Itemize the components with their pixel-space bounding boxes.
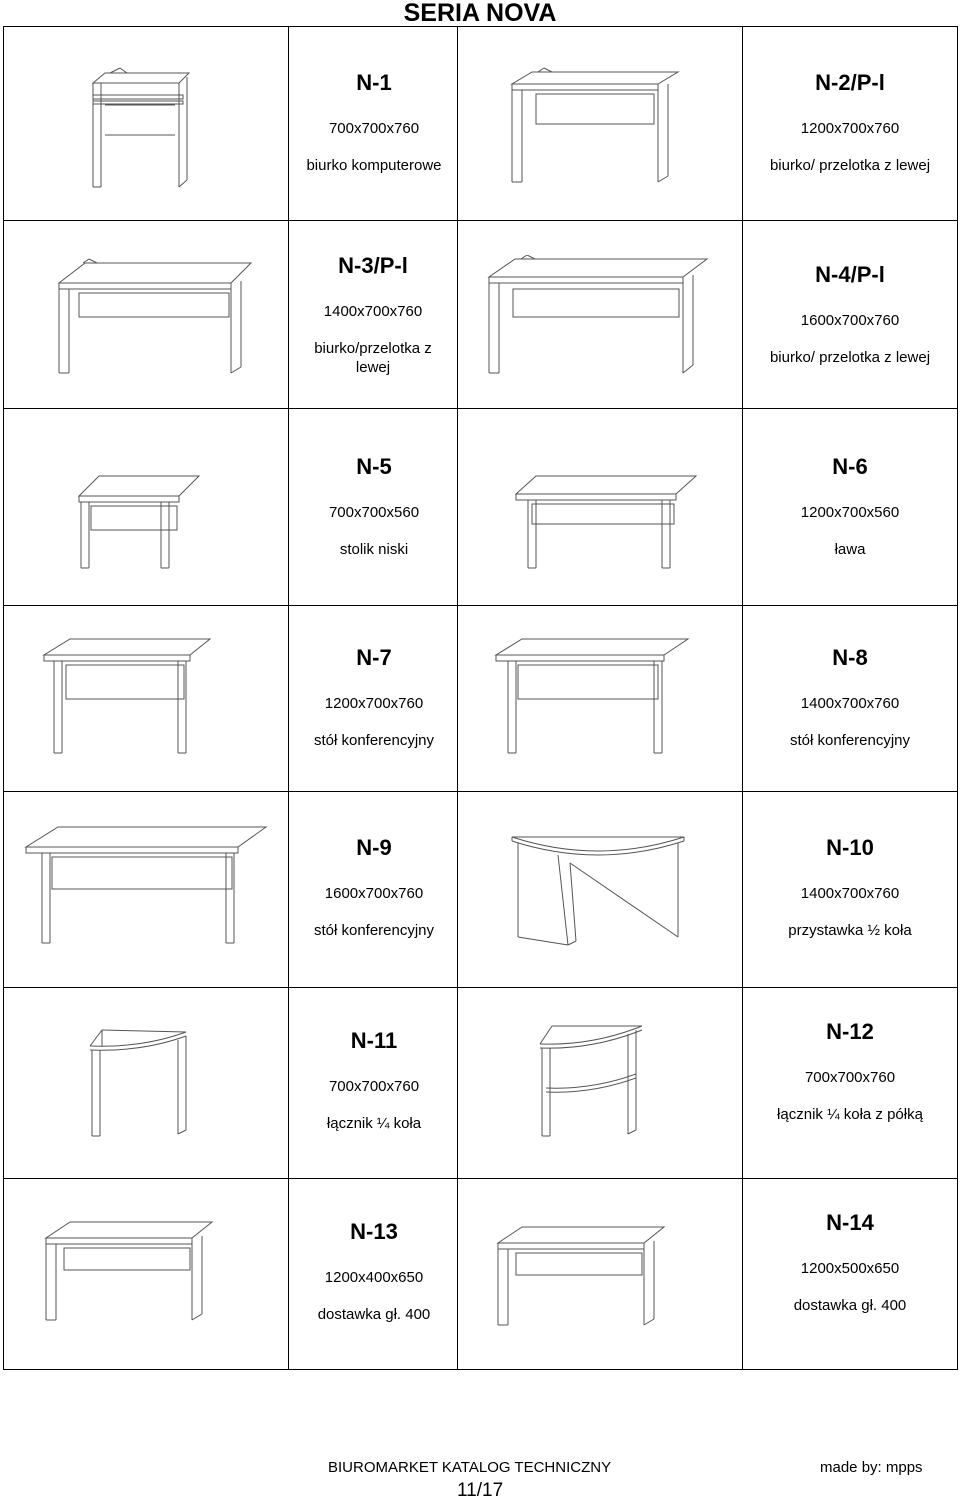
product-code: N-3/P-l <box>338 253 408 278</box>
product-code: N-9 <box>356 835 392 860</box>
product-dimensions: 1200x400x650 <box>324 1269 424 1286</box>
product-dimensions: 700x700x760 <box>328 120 420 137</box>
product-n10 <box>742 835 958 940</box>
page-number: 11/17 <box>457 1480 504 1501</box>
product-description: biurko/przelotka z lewej <box>314 340 432 376</box>
product-drawing-n14 <box>494 1223 669 1333</box>
product-code: N-1 <box>356 70 392 95</box>
product-code: N-4/P-l <box>815 262 885 287</box>
product-dimensions: 1400x700x760 <box>800 695 900 712</box>
product-drawing-n1 <box>85 65 205 190</box>
product-code: N-6 <box>832 454 868 479</box>
product-n6 <box>742 454 958 559</box>
product-dimensions: 1200x700x760 <box>800 120 900 137</box>
product-description: biurko/ przelotka z lewej <box>769 157 931 174</box>
product-description: łącznik ¼ koła <box>326 1115 422 1132</box>
product-description: ława <box>834 541 866 558</box>
product-code: N-14 <box>826 1210 874 1235</box>
product-n4 <box>742 262 958 367</box>
product-dimensions: 700x700x760 <box>804 1069 896 1086</box>
product-dimensions: 1600x700x760 <box>324 885 424 902</box>
product-n11 <box>290 1028 458 1133</box>
product-drawing-n7 <box>40 635 215 760</box>
product-code: N-10 <box>826 835 874 860</box>
product-code: N-8 <box>832 645 868 670</box>
product-dimensions: 700x700x760 <box>328 1078 420 1095</box>
product-dimensions: 1600x700x760 <box>800 312 900 329</box>
product-n1 <box>290 70 458 175</box>
product-description: stół konferencyjny <box>313 922 435 939</box>
product-dimensions: 1200x700x760 <box>324 695 424 712</box>
product-drawing-n9 <box>22 823 272 948</box>
product-description: biurko/ przelotka z lewej <box>769 349 931 366</box>
product-dimensions: 1400x700x760 <box>800 885 900 902</box>
product-n12 <box>742 1019 958 1124</box>
page-title: SERIA NOVA <box>403 0 557 27</box>
footer-author: made by: mpps <box>820 1459 923 1476</box>
product-dimensions: 700x700x560 <box>328 504 420 521</box>
product-description: biurko komputerowe <box>306 157 442 174</box>
footer-catalog-name: BIUROMARKET KATALOG TECHNICZNY <box>328 1459 612 1476</box>
product-n9 <box>290 835 458 940</box>
product-dimensions: 1400x700x760 <box>323 303 423 320</box>
product-description: łącznik ¼ koła z półką <box>777 1106 923 1123</box>
product-drawing-n3 <box>55 255 255 380</box>
product-n2 <box>742 70 958 175</box>
product-dimensions: 1200x500x650 <box>800 1260 900 1277</box>
product-description: stół konferencyjny <box>789 732 911 749</box>
product-description: przystawka ½ koła <box>788 922 912 939</box>
product-n8 <box>742 645 958 750</box>
product-drawing-n12 <box>532 1018 652 1143</box>
product-n13 <box>290 1219 458 1324</box>
product-description: dostawka gł. 400 <box>317 1306 431 1323</box>
product-dimensions: 1200x700x560 <box>800 504 900 521</box>
product-description: stolik niski <box>339 541 409 558</box>
product-drawing-n4 <box>485 255 715 380</box>
product-drawing-n8 <box>492 635 692 760</box>
product-n14 <box>742 1210 958 1315</box>
product-code: N-11 <box>350 1028 398 1053</box>
product-drawing-n11 <box>82 1022 197 1142</box>
product-code: N-12 <box>826 1019 874 1044</box>
product-code: N-2/P-l <box>815 70 885 95</box>
product-code: N-5 <box>356 454 392 479</box>
product-n5 <box>290 454 458 559</box>
product-description: dostawka gł. 400 <box>793 1297 907 1314</box>
product-drawing-n10 <box>508 827 688 952</box>
product-n7 <box>290 645 458 750</box>
product-drawing-n5 <box>75 468 205 573</box>
product-code: N-13 <box>350 1219 398 1244</box>
product-drawing-n6 <box>512 470 702 575</box>
product-code: N-7 <box>356 645 392 670</box>
product-description: stół konferencyjny <box>313 732 435 749</box>
product-drawing-n13 <box>42 1218 217 1328</box>
product-drawing-n2 <box>508 66 688 191</box>
product-n3 <box>298 253 448 377</box>
